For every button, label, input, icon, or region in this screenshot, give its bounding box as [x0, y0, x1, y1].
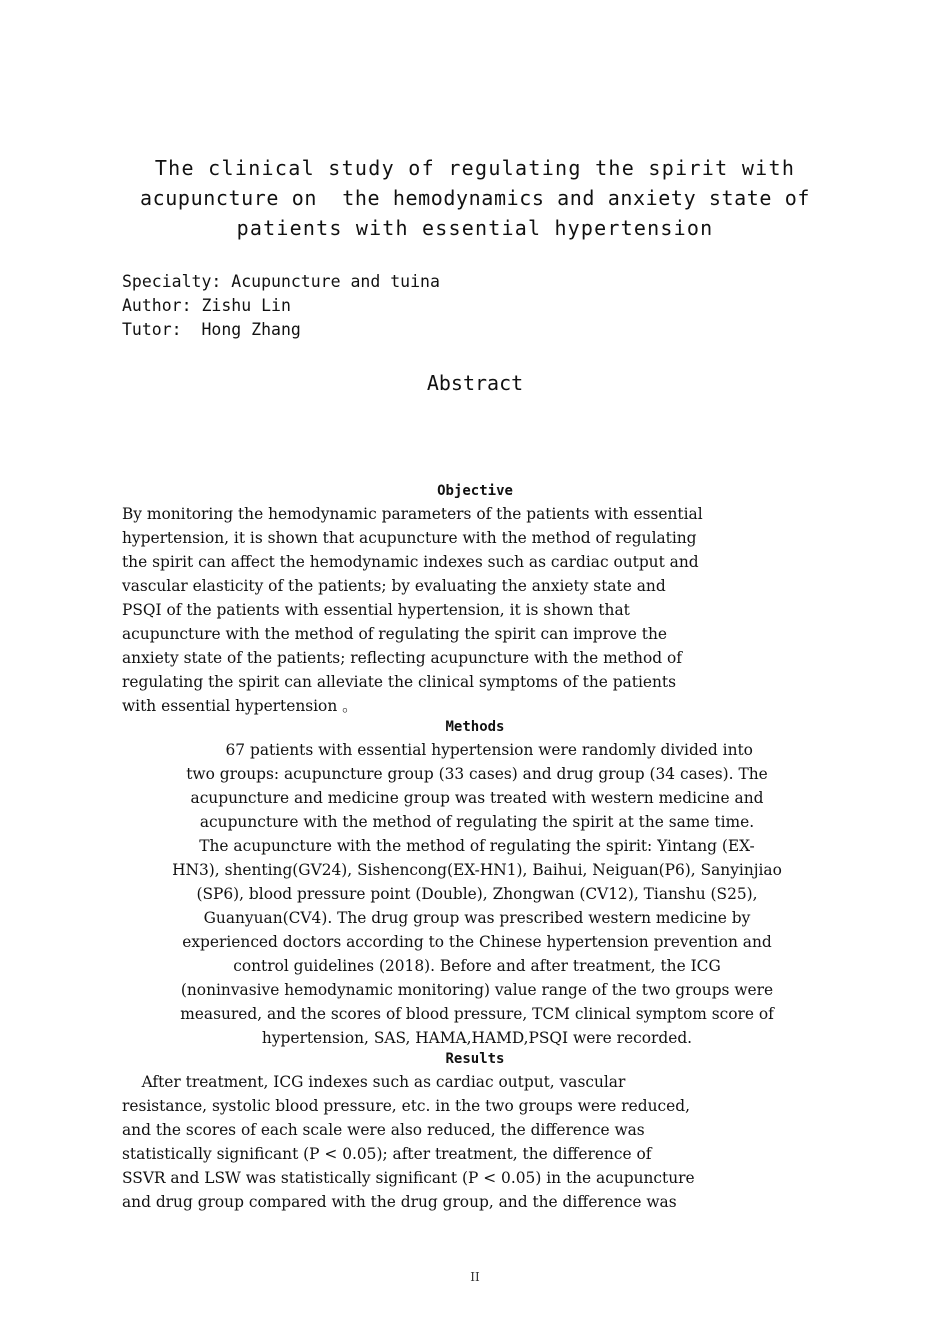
methods-line: acupuncture with the method of regulating the spirit at the same time. — [199, 813, 755, 831]
results-line: After treatment, ICG indexes such as cardiac output, vascular — [122, 1073, 626, 1091]
methods-line: (SP6), blood pressure point (Double), Zhongwan (CV12), Tianshu (S25), — [196, 885, 758, 903]
title-line-3: patients with essential hypertension — [236, 216, 714, 240]
objective-paragraph — [122, 502, 832, 718]
thesis-title — [120, 153, 830, 243]
objective-line: By monitoring the hemodynamic parameters of the patients with essential — [122, 505, 703, 523]
objective-line: hypertension, it is shown that acupuncture with the method of regulating — [122, 529, 697, 547]
results-line: resistance, systolic blood pressure, etc. in the two groups were reduced, — [122, 1097, 691, 1115]
methods-line: Guanyuan(CV4). The drug group was prescribed western medicine by — [203, 909, 751, 927]
objective-line: acupuncture with the method of regulating the spirit can improve the — [122, 625, 668, 643]
objective-line: PSQI of the patients with essential hypertension, it is shown that — [122, 601, 630, 619]
author-line: Author: Zishu Lin — [122, 296, 291, 315]
title-line-1: The clinical study of regulating the spirit with — [154, 156, 796, 180]
methods-heading: Methods — [445, 719, 505, 735]
methods-line: acupuncture and medicine group was treated with western medicine and — [190, 789, 764, 807]
methods-line: HN3), shenting(GV24), Sishencong(EX-HN1), Baihui, Neiguan(P6), Sanyinjiao — [172, 861, 782, 879]
results-line: and drug group compared with the drug group, and the difference was — [122, 1193, 677, 1211]
objective-line: the spirit can affect the hemodynamic indexes such as cardiac output and — [122, 553, 699, 571]
objective-line: vascular elasticity of the patients; by evaluating the anxiety state and — [122, 577, 666, 595]
title-line-2: acupuncture on the hemodynamics and anxiety state of — [140, 186, 810, 210]
methods-line: experienced doctors according to the Chinese hypertension prevention and — [182, 933, 772, 951]
results-line: statistically significant (P < 0.05); after treatment, the difference of — [122, 1145, 652, 1163]
objective-heading: Objective — [437, 483, 513, 499]
thesis-meta — [122, 270, 440, 342]
objective-line: with essential hypertension 。 — [122, 697, 358, 715]
tutor-line: Tutor: Hong Zhang — [122, 320, 301, 339]
methods-line: (noninvasive hemodynamic monitoring) value range of the two groups were — [180, 981, 774, 999]
objective-line: regulating the spirit can alleviate the clinical symptoms of the patients — [122, 673, 676, 691]
methods-paragraph — [122, 738, 832, 1050]
methods-line: two groups: acupuncture group (33 cases) and drug group (34 cases). The — [186, 765, 768, 783]
objective-line: anxiety state of the patients; reflecting acupuncture with the method of — [122, 649, 682, 667]
methods-line: measured, and the scores of blood pressure, TCM clinical symptom score of — [180, 1005, 774, 1023]
methods-line: hypertension, SAS, HAMA,HAMD,PSQI were recorded. — [261, 1029, 693, 1047]
specialty-line: Specialty: Acupuncture and tuina — [122, 272, 440, 291]
methods-line: The acupuncture with the method of regulating the spirit: Yintang (EX- — [199, 837, 755, 855]
results-heading: Results — [445, 1051, 505, 1067]
abstract-heading: Abstract — [426, 371, 524, 395]
results-line: SSVR and LSW was statistically significant (P < 0.05) in the acupuncture — [122, 1169, 695, 1187]
page-number: II — [470, 1270, 480, 1284]
methods-line: 67 patients with essential hypertension were randomly divided into — [201, 741, 753, 759]
methods-line: control guidelines (2018). Before and after treatment, the ICG — [233, 957, 721, 975]
results-line: and the scores of each scale were also reduced, the difference was — [122, 1121, 645, 1139]
results-paragraph — [122, 1070, 832, 1214]
